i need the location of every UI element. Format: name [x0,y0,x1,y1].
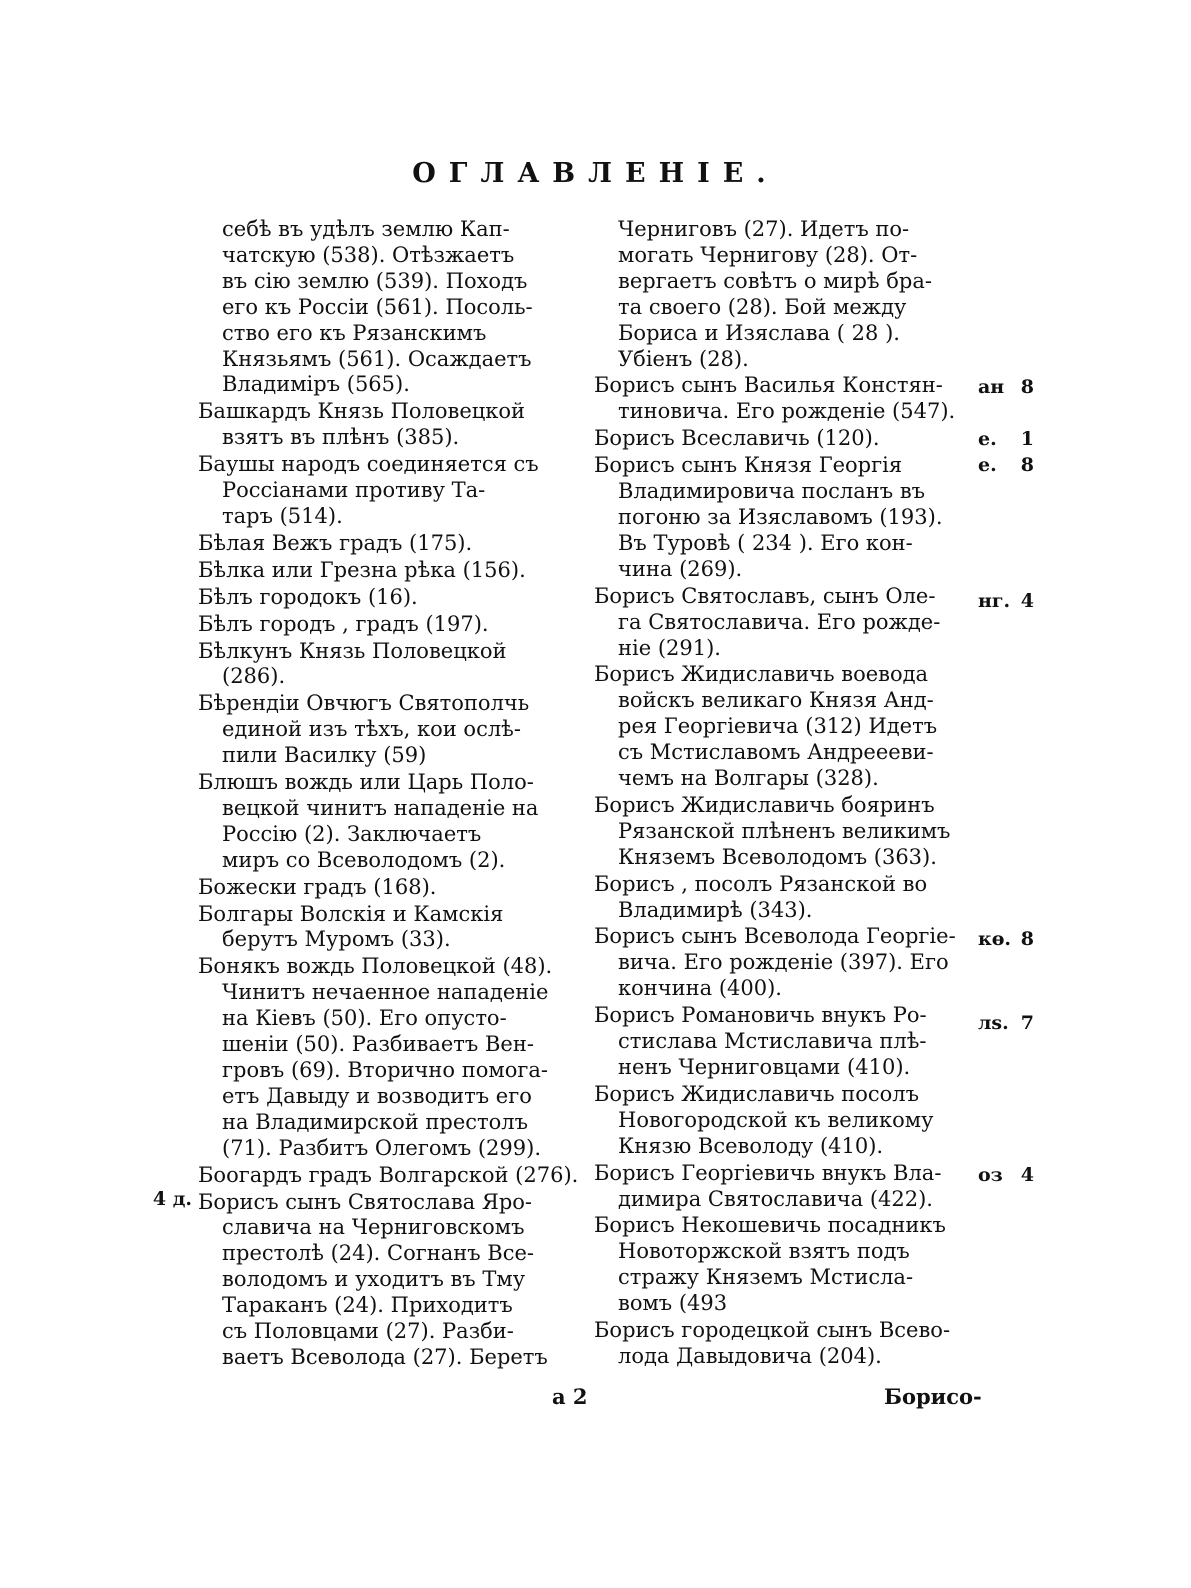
entry-line: Тараканъ (24). Приходитъ [222,1293,513,1318]
entry-line: миръ со Всеволодомъ (2). [222,847,506,872]
index-entry [594,662,976,792]
entry-line: Князю Всеволоду (410). [618,1133,884,1158]
entry-line: Башкардъ Князь Половецкой [198,399,526,424]
index-entry [594,793,976,871]
index-entry [594,1318,976,1370]
entry-line: та своего (28). Бой между [618,294,907,319]
index-entry [594,1003,976,1081]
entry-line: лода Давыдовича (204). [618,1343,882,1368]
entry-line: могать Чернигову (28). От- [618,242,918,267]
entry-line: чемъ на Волгары (328). [618,766,879,791]
index-entry [594,373,976,425]
entry-line: таръ (514). [222,503,343,528]
index-entry [198,399,578,451]
margin-note-number: 4 [1020,590,1034,612]
entry-line: чина (269). [618,556,743,581]
entry-line: Убіенъ (28). [618,346,749,371]
index-column-right [594,216,976,1370]
margin-note-right [978,590,1038,612]
entry-line: Борисъ Некошевичь посадникъ [594,1213,946,1238]
entry-line: Рязанской плѣненъ великимъ [618,818,951,843]
entry-line: шеніи (50). Разбиваетъ Вен- [222,1032,534,1057]
entry-line: Борисъ сынъ Василья Констян- [594,373,943,398]
entry-line: Новоторжской взятъ подъ [618,1239,910,1264]
entry-line: вергаетъ совѣтъ о мирѣ бра- [618,268,932,293]
entry-line: Черниговъ (27). Идетъ по- [618,217,910,241]
entry-line: Борисъ сынъ Святослава Яро- [198,1189,533,1214]
index-entry [198,1190,578,1371]
index-entry [198,585,578,611]
margin-note-code: е. [978,454,997,476]
entry-line: Княземъ Всеволодомъ (363). [618,844,937,869]
entry-line: ніе (291). [618,635,721,660]
entry-line: съ Мстиславомъ Андреееви- [618,740,934,765]
margin-note-right [978,428,1038,450]
entry-line: гровъ (69). Вторично помога- [222,1058,548,1082]
index-entry [198,612,578,638]
index-entry [594,1213,976,1317]
entry-line: ненъ Черниговцами (410). [618,1055,911,1079]
index-entry [198,217,578,398]
margin-note-code: е. [978,428,997,450]
entry-line: Борисъ Жидиславичь воевода [594,662,929,687]
entry-line: Блюшъ вождь или Царь Поло- [198,770,534,795]
index-entry [198,954,578,1161]
entry-line: Борисъ сынъ Всеволода Георгіе- [594,924,956,949]
index-entry [594,426,976,452]
margin-note-right [978,1012,1038,1034]
entry-line: Борисъ Всеславичь (120). [594,426,880,451]
entry-line: Россію (2). Заключаетъ [222,821,482,846]
signature-mark: a 2 [552,1384,588,1409]
margin-note-number: 8 [1020,928,1034,950]
index-entry [198,875,578,901]
entry-line: единой изъ тѣхъ, кои ослѣ- [222,717,521,742]
margin-note-right [978,376,1038,398]
margin-note-right [978,1164,1038,1186]
entry-line: погоню за Изяславомъ (193). [618,504,943,529]
entry-line: володомъ и уходитъ въ Тму [222,1267,526,1292]
margin-note-number: 1 [1020,428,1034,450]
page-title: ОГЛАВЛЕНІЕ. [412,158,779,189]
entry-line: Россіанами противу Та- [222,478,486,503]
margin-note-code: оз [978,1164,1003,1186]
index-entry [198,770,578,874]
entry-line: на Владимирской престолъ [222,1109,528,1134]
index-entry [198,691,578,769]
index-column-left [198,216,578,1371]
index-entry [198,902,578,954]
entry-line: взятъ въ плѣнъ (385). [222,425,460,450]
entry-line: Борисъ Жидиславичь посолъ [594,1081,920,1106]
margin-note-code: лѕ. [978,1012,1009,1034]
entry-line: Князьямъ (561). Осаждаетъ [222,346,532,371]
entry-line: съ Половцами (27). Разби- [222,1319,514,1344]
index-entry [594,924,976,1002]
margin-note-code: кө. [978,928,1012,950]
entry-line: Борисъ Романовичь внукъ Ро- [594,1003,927,1028]
entry-line: стислава Мстиславича плѣ- [618,1029,927,1054]
entry-line: его къ Россіи (561). Посоль- [222,294,533,319]
entry-line: Борисъ , посолъ Рязанской во [594,871,928,896]
margin-note-right [978,454,1038,476]
entry-line: себѣ въ удѣлъ землю Кап- [222,217,510,241]
entry-line: Владимирѣ (343). [618,897,813,922]
entry-line: чатскую (538). Отѣзжаетъ [222,242,515,267]
entry-line: вецкой чинитъ нападеніе на [222,795,539,820]
entry-line: Боогардъ градъ Волгарской (276). [198,1162,579,1187]
entry-line: Бѣлка или Грезна рѣка (156). [198,557,526,582]
entry-line: Бонякъ вождь Половецкой (48). [198,954,553,979]
index-entry [594,584,976,662]
entry-line: Чинитъ нечаенное нападеніе [222,980,549,1005]
entry-line: тиновича. Его рожденіе (547). [618,399,956,424]
entry-line: престолѣ (24). Согнанъ Все- [222,1241,535,1266]
entry-line: Болгары Волскія и Камскія [198,901,504,926]
entry-line: Бѣлъ городокъ (16). [198,584,418,609]
entry-line: Новогородской къ великому [618,1107,934,1132]
entry-line: Баушы народъ соединяется съ [198,452,539,477]
index-entry [198,558,578,584]
entry-line: вича. Его рожденіе (397). Его [618,950,949,975]
entry-line: Борисъ Святославъ, сынъ Оле- [594,583,936,608]
entry-line: (286). [222,664,286,689]
entry-line: Бѣлъ городъ , градъ (197). [198,611,489,636]
index-entry [594,1082,976,1160]
margin-note-right [978,928,1038,950]
entry-line: Борисъ сынъ Князя Георгія [594,453,903,478]
entry-line: рея Георгіевича (312) Идетъ [618,714,938,739]
entry-line: Борисъ Жидиславичь бояринъ [594,792,935,817]
entry-line: берутъ Муромъ (33). [222,927,451,952]
entry-line: Бѣрендіи Овчюгъ Святополчь [198,691,530,716]
entry-line: етъ Давыду и возводитъ его [222,1083,532,1108]
margin-note-number: 8 [1020,376,1034,398]
index-entry [198,639,578,691]
entry-line: ваетъ Всеволода (27). Беретъ [222,1344,548,1369]
margin-note-number: 8 [1020,454,1034,476]
index-entry [198,1163,578,1189]
entry-line: стражу Княземъ Мстисла- [618,1265,914,1290]
entry-line: въ сію землю (539). Походъ [222,268,528,293]
index-entry [198,452,578,530]
index-entry [594,1161,976,1213]
entry-line: Бѣлкунъ Князь Половецкой [198,638,507,663]
catchword: Борисо- [884,1384,982,1409]
margin-note-code: нг. [978,590,1011,612]
entry-line: Божески градъ (168). [198,874,437,899]
entry-line: Бориса и Изяслава ( 28 ). [618,320,900,345]
entry-line: Борисъ Георгіевичь внукъ Вла- [594,1160,942,1185]
entry-line: га Святославича. Его рожде- [618,609,941,634]
entry-line: ство его къ Рязанскимъ [222,320,487,345]
entry-line: кончина (400). [618,976,782,1001]
margin-note-code: ан [978,376,1005,398]
entry-line: славича на Черниговскомъ [222,1215,525,1240]
margin-note-number: 4 [1020,1164,1034,1186]
entry-line: Бѣлая Вежъ градъ (175). [198,530,473,555]
entry-line: на Кіевъ (50). Его опусто- [222,1006,507,1031]
index-entry [594,872,976,924]
entry-line: димира Святославича (422). [618,1186,933,1211]
entry-line: пили Василку (59) [222,743,427,768]
margin-note-left: 4 д. [152,1188,192,1210]
index-entry [594,217,976,372]
entry-line: Въ Туровѣ ( 234 ). Его кон- [618,530,913,555]
entry-line: Борисъ городецкой сынъ Всево- [594,1318,951,1343]
margin-note-number: 7 [1020,1012,1034,1034]
entry-line: вомъ (493 [618,1291,728,1316]
entry-line: Владиміръ (565). [222,372,410,397]
index-entry [594,453,976,583]
entry-line: Владимировича посланъ въ [618,479,926,504]
index-entry [198,531,578,557]
entry-line: (71). Разбитъ Олегомъ (299). [222,1135,541,1160]
entry-line: войскъ великаго Князя Анд- [618,688,934,713]
